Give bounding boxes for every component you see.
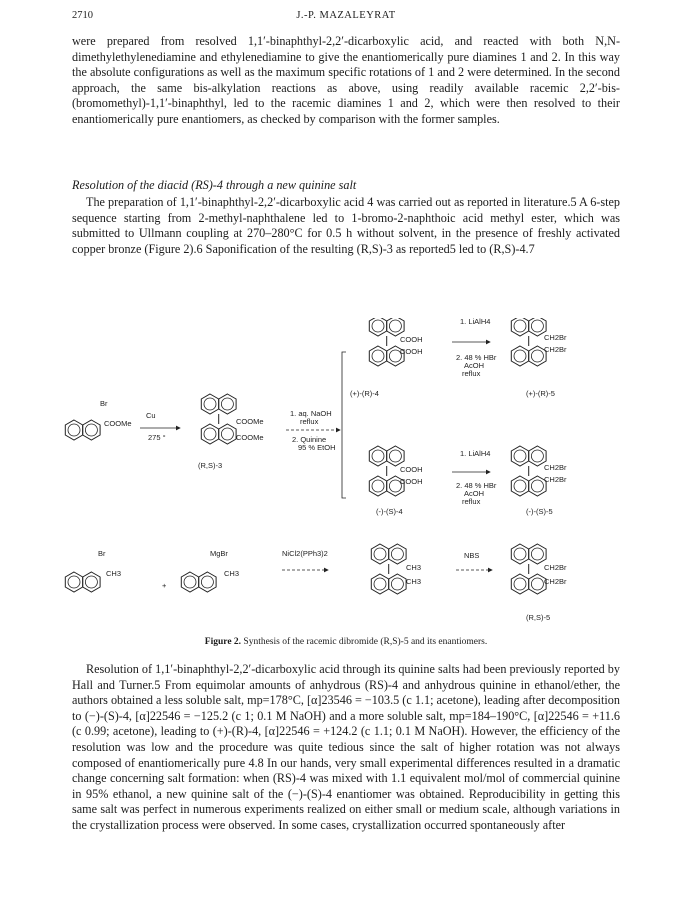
grignard-structure (181, 549, 239, 592)
reduction-bottom-step-3: AcOH (464, 489, 485, 498)
dibromide-s-ch2br-a: CH2Br (544, 463, 567, 472)
temperature-label: 275 ° (148, 433, 166, 442)
coupling-catalyst: NiCl2(PPh3)2 (282, 549, 328, 558)
saponification-step-1b: reflux (300, 417, 319, 426)
reduction-bottom-step-2: 2. 48 % HBr (456, 481, 497, 490)
reduction-bottom-step-4: reflux (462, 497, 481, 506)
section-heading: Resolution of the diacid (RS)-4 through a new quinine salt (72, 178, 357, 192)
figure-label: Figure 2. (204, 637, 242, 647)
cu-reagent: Cu (146, 411, 156, 420)
bromo-ester-br: Br (100, 399, 108, 408)
grignard-mgbr: MgBr (210, 549, 228, 558)
plus-sign: + (162, 581, 167, 590)
figure-caption-text: Synthesis of the racemic dibromide (R,S)-5 and its enantiomers. (243, 637, 488, 647)
diester-coome-top: COOMe (236, 417, 264, 426)
acid-r-structure (350, 318, 423, 398)
bromo-ester-coome: COOMe (104, 419, 132, 428)
dibromide-rac-label: (R,S)-5 (526, 613, 551, 622)
reduction-bottom-step-1: 1. LiAlH4 (460, 449, 491, 458)
dimethyl-ch3-b: CH3 (406, 577, 422, 586)
dibromide-rac-structure (511, 544, 567, 622)
saponification-step-1: 1. aq. NaOH (290, 409, 332, 418)
grignard-ch3: CH3 (224, 569, 240, 578)
diester-structure (198, 394, 264, 470)
paragraph-1: were prepared from resolved 1,1′-binaphthyl-2,2′-dicarboxylic acid, and reacted with both N,N-dimethylethylenediamine and ethylenediamine to give the enantiomerically pure diamines 1 and 2. In this way the absolute configurations as well as the maximum specific rotations of 1 and 2 were determined. In the second approach, the same bis-alkylation reactions as above, using readily available racemic 2,2′-bis-(bromomethyl)-1,1′-binaphthyl, led to the racemic diamines 1 and 2, which were then resolved to their enantiomerically pure enantiomers, as checked by comparison with the former samples. (72, 34, 620, 126)
dimethyl-ch3-a: CH3 (406, 563, 422, 572)
acid-r-label: (+)-(R)-4 (350, 389, 379, 398)
paragraph-3: Resolution of 1,1′-binaphthyl-2,2′-dicarboxylic acid through its quinine salts had been previously reported by Hall and Turner.5 From equimolar amounts of anhydrous (RS)-4 and anhydrous quinine in ethanol/ether, the authors obtained a less soluble salt, mp=178°C, [α]23546 = −103.5 (c 1.1; acetone), leading after decomposition to (−)-(S)-4, [α]22546 = −125.2 (c 1; 0.1 M NaOH) and a more soluble salt, mp=184–190°C, [α]22546 = +11.6 (c 0.99; acetone), leading to (+)-(R)-4, [α]22546 = +124.2 (c 1.1; 0.1 M NaOH). However, the efficiency of the resolution was low and the procedure was quite tedious since the salt of higher rotation was not always composed of enantiomerically pure 4.8 In our hands, very small experimental differences resulted in a dramatic change concerning salt formation: when (RS)-4 was mixed with 1.1 equivalent mol/mol of commercial quinine in 95% ethanol, a new quinine salt of the (−)-(S)-4 enantiomer was obtained. Reproducibility in getting this same salt was perfect in numerous experiments realized on either small or medium scale, although variations in the crystallization process were observed. In some cases, crystallization occurred spontaneously after (72, 662, 620, 832)
figure-caption (72, 637, 620, 647)
diester-label: (R,S)-3 (198, 461, 223, 470)
dibromide-rac-ch2br-a: CH2Br (544, 563, 567, 572)
dibromide-r-structure (511, 318, 567, 398)
dibromide-s-label: (-)-(S)-5 (526, 507, 553, 516)
acid-s-cooh-a: COOH (400, 465, 423, 474)
nbs-reagent: NBS (464, 551, 480, 560)
reduction-top-step-4: reflux (462, 369, 481, 378)
acid-s-cooh-b: COOH (400, 477, 423, 486)
synthesis-scheme (60, 318, 620, 628)
diester-coome-bottom: COOMe (236, 433, 264, 442)
page-number: 2710 (72, 10, 93, 21)
split-bracket (342, 352, 346, 498)
dibromide-r-label: (+)-(R)-5 (526, 389, 555, 398)
dibromide-r-ch2br-a: CH2Br (544, 333, 567, 342)
bromo-methyl-structure (65, 549, 121, 592)
dibromide-s-ch2br-b: CH2Br (544, 475, 567, 484)
reduction-top-step-1: 1. LiAlH4 (460, 318, 491, 326)
paragraph-2: The preparation of 1,1′-binaphthyl-2,2′-dicarboxylic acid 4 was carried out as reported in literature.5 A 6-step sequence starting from 2-methyl-naphthalene led to 1-bromo-2-naphthoic acid methyl ester, which was submitted to Ullmann coupling at 270–280°C for 0.5 h without solvent, in the presence of freshly activated copper bronze (Figure 2).6 Saponification of the resulting (R,S)-3 as reported5 led to (R,S)-4.7 (72, 195, 620, 256)
saponification-step-2: 2. Quinine (292, 435, 327, 444)
acid-r-cooh-a: COOH (400, 335, 423, 344)
bromo-ester-structure (65, 399, 131, 440)
saponification-step-2b: 95 % EtOH (298, 443, 336, 452)
reduction-top-step-2: 2. 48 % HBr (456, 353, 497, 362)
dibromide-s-structure (511, 446, 567, 516)
dimethyl-binaphthyl-structure (371, 544, 421, 594)
dibromide-rac-ch2br-b: CH2Br (544, 577, 567, 586)
dibromide-r-ch2br-b: CH2Br (544, 345, 567, 354)
acid-s-label: (-)-(S)-4 (376, 507, 403, 516)
bromo-methyl-br: Br (98, 549, 106, 558)
running-author: J.-P. MAZALEYRAT (296, 10, 396, 21)
reduction-top-step-3: AcOH (464, 361, 485, 370)
acid-r-cooh-b: COOH (400, 347, 423, 356)
bromo-methyl-ch3: CH3 (106, 569, 122, 578)
acid-s-structure (369, 446, 422, 516)
